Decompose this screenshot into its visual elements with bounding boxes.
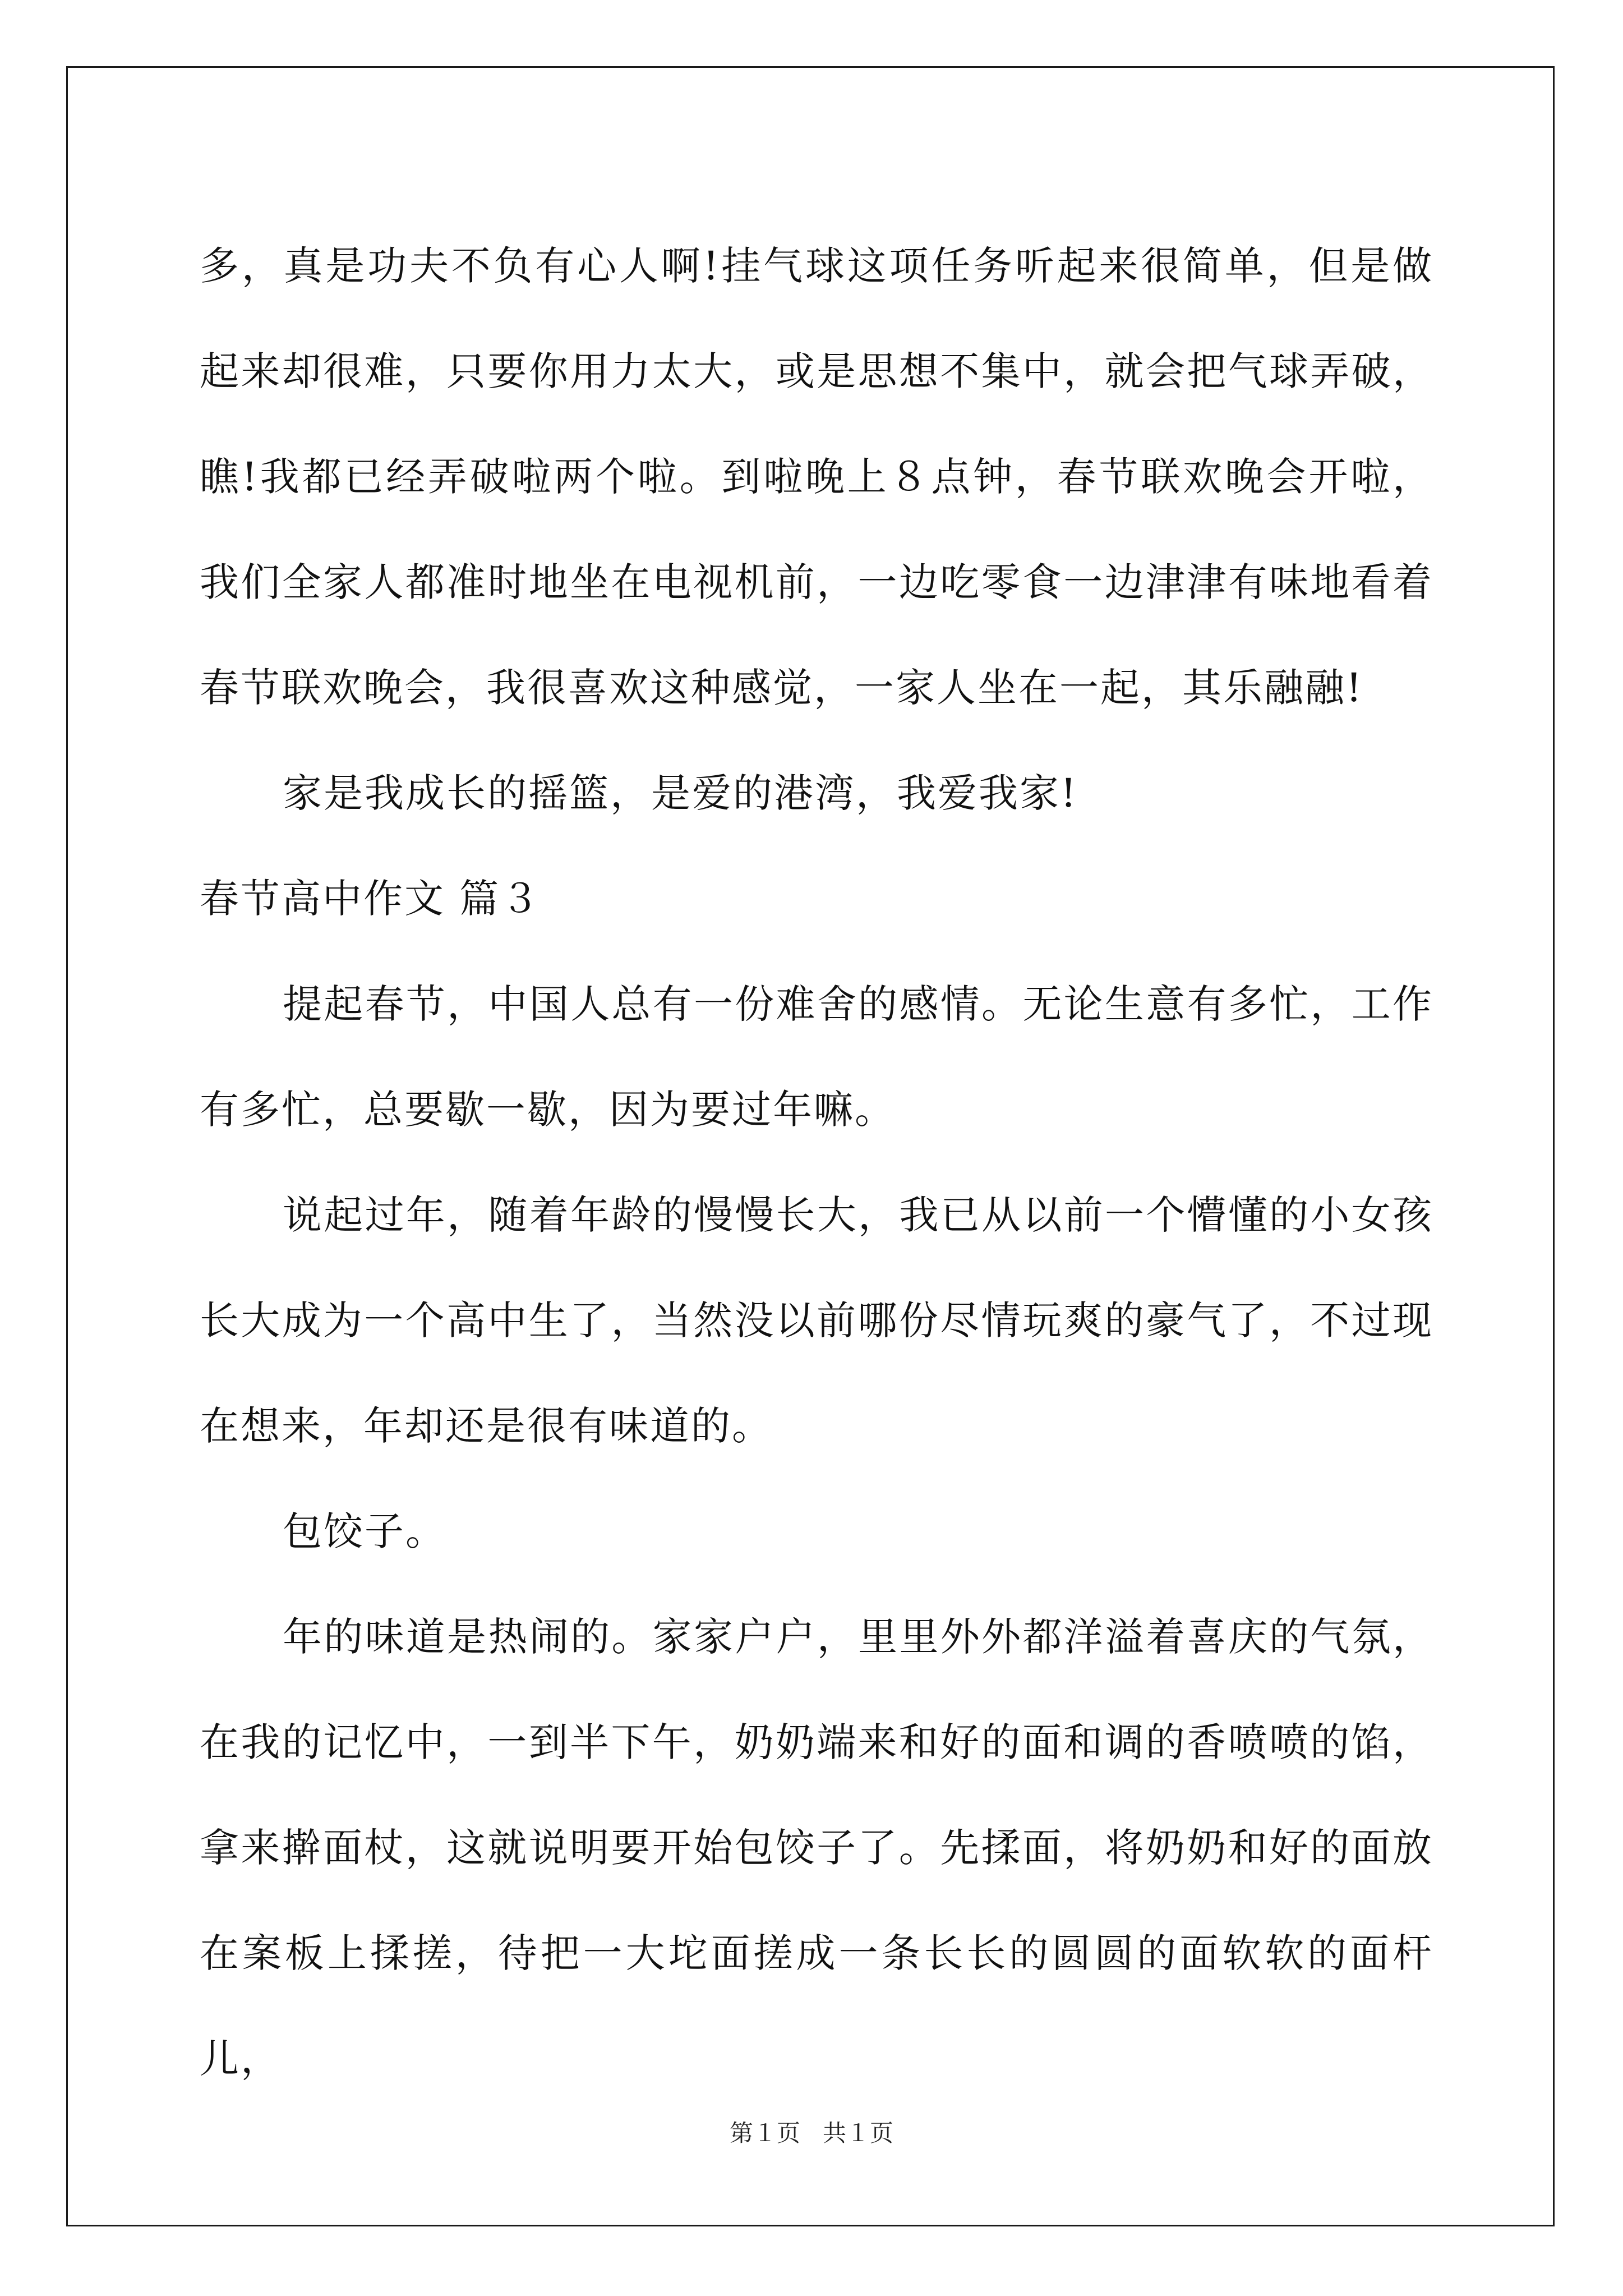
paragraph-dumplings: 年的味道是热闹的。家家户户，里里外外都洋溢着喜庆的气氛，在我的记忆中，一到半下午，奶奶端来和好的面和调的香喷喷的馅，拿来擀面杖，这就说明要开始包饺子了。先揉面，将奶奶和好的面放在案板上揉搓，待把一大坨面搓成一条长长的圆圆的面软软的面杆儿， bbox=[200, 1614, 1433, 2082]
paragraph-growing-up: 说起过年，随着年龄的慢慢长大，我已从以前一个懵懂的小女孩长大成为一个高中生了，当然没以前哪份尽情玩爽的豪气了，不过现在想来，年却还是很有味道的。 bbox=[200, 1192, 1433, 1449]
paragraph-intro: 提起春节，中国人总有一份难舍的感情。无论生意有多忙，工作有多忙，总要歇一歇，因为要过年嘛。 bbox=[200, 981, 1433, 1133]
page-footer: 第１页 共１页 bbox=[729, 2119, 894, 2147]
document-body bbox=[200, 213, 1433, 2111]
section-heading: 春节高中作文 篇３ bbox=[200, 876, 542, 922]
paragraph-dumplings-title: 包饺子。 bbox=[283, 1508, 446, 1554]
paragraph-continuation: 多，真是功夫不负有心人啊!挂气球这项任务听起来很简单，但是做起来却很难，只要你用力太大，或是思想不集中，就会把气球弄破，瞧!我都已经弄破啦两个啦。到啦晚上８点钟，春节联欢晚会开啦，我们全家人都准时地坐在电视机前，一边吃零食一边津津有味地看着春节联欢晚会，我很喜欢这种感觉，一家人坐在一起，其乐融融! bbox=[200, 243, 1433, 711]
paragraph-home: 家是我成长的摇篮，是爱的港湾，我爱我家! bbox=[283, 770, 1078, 816]
